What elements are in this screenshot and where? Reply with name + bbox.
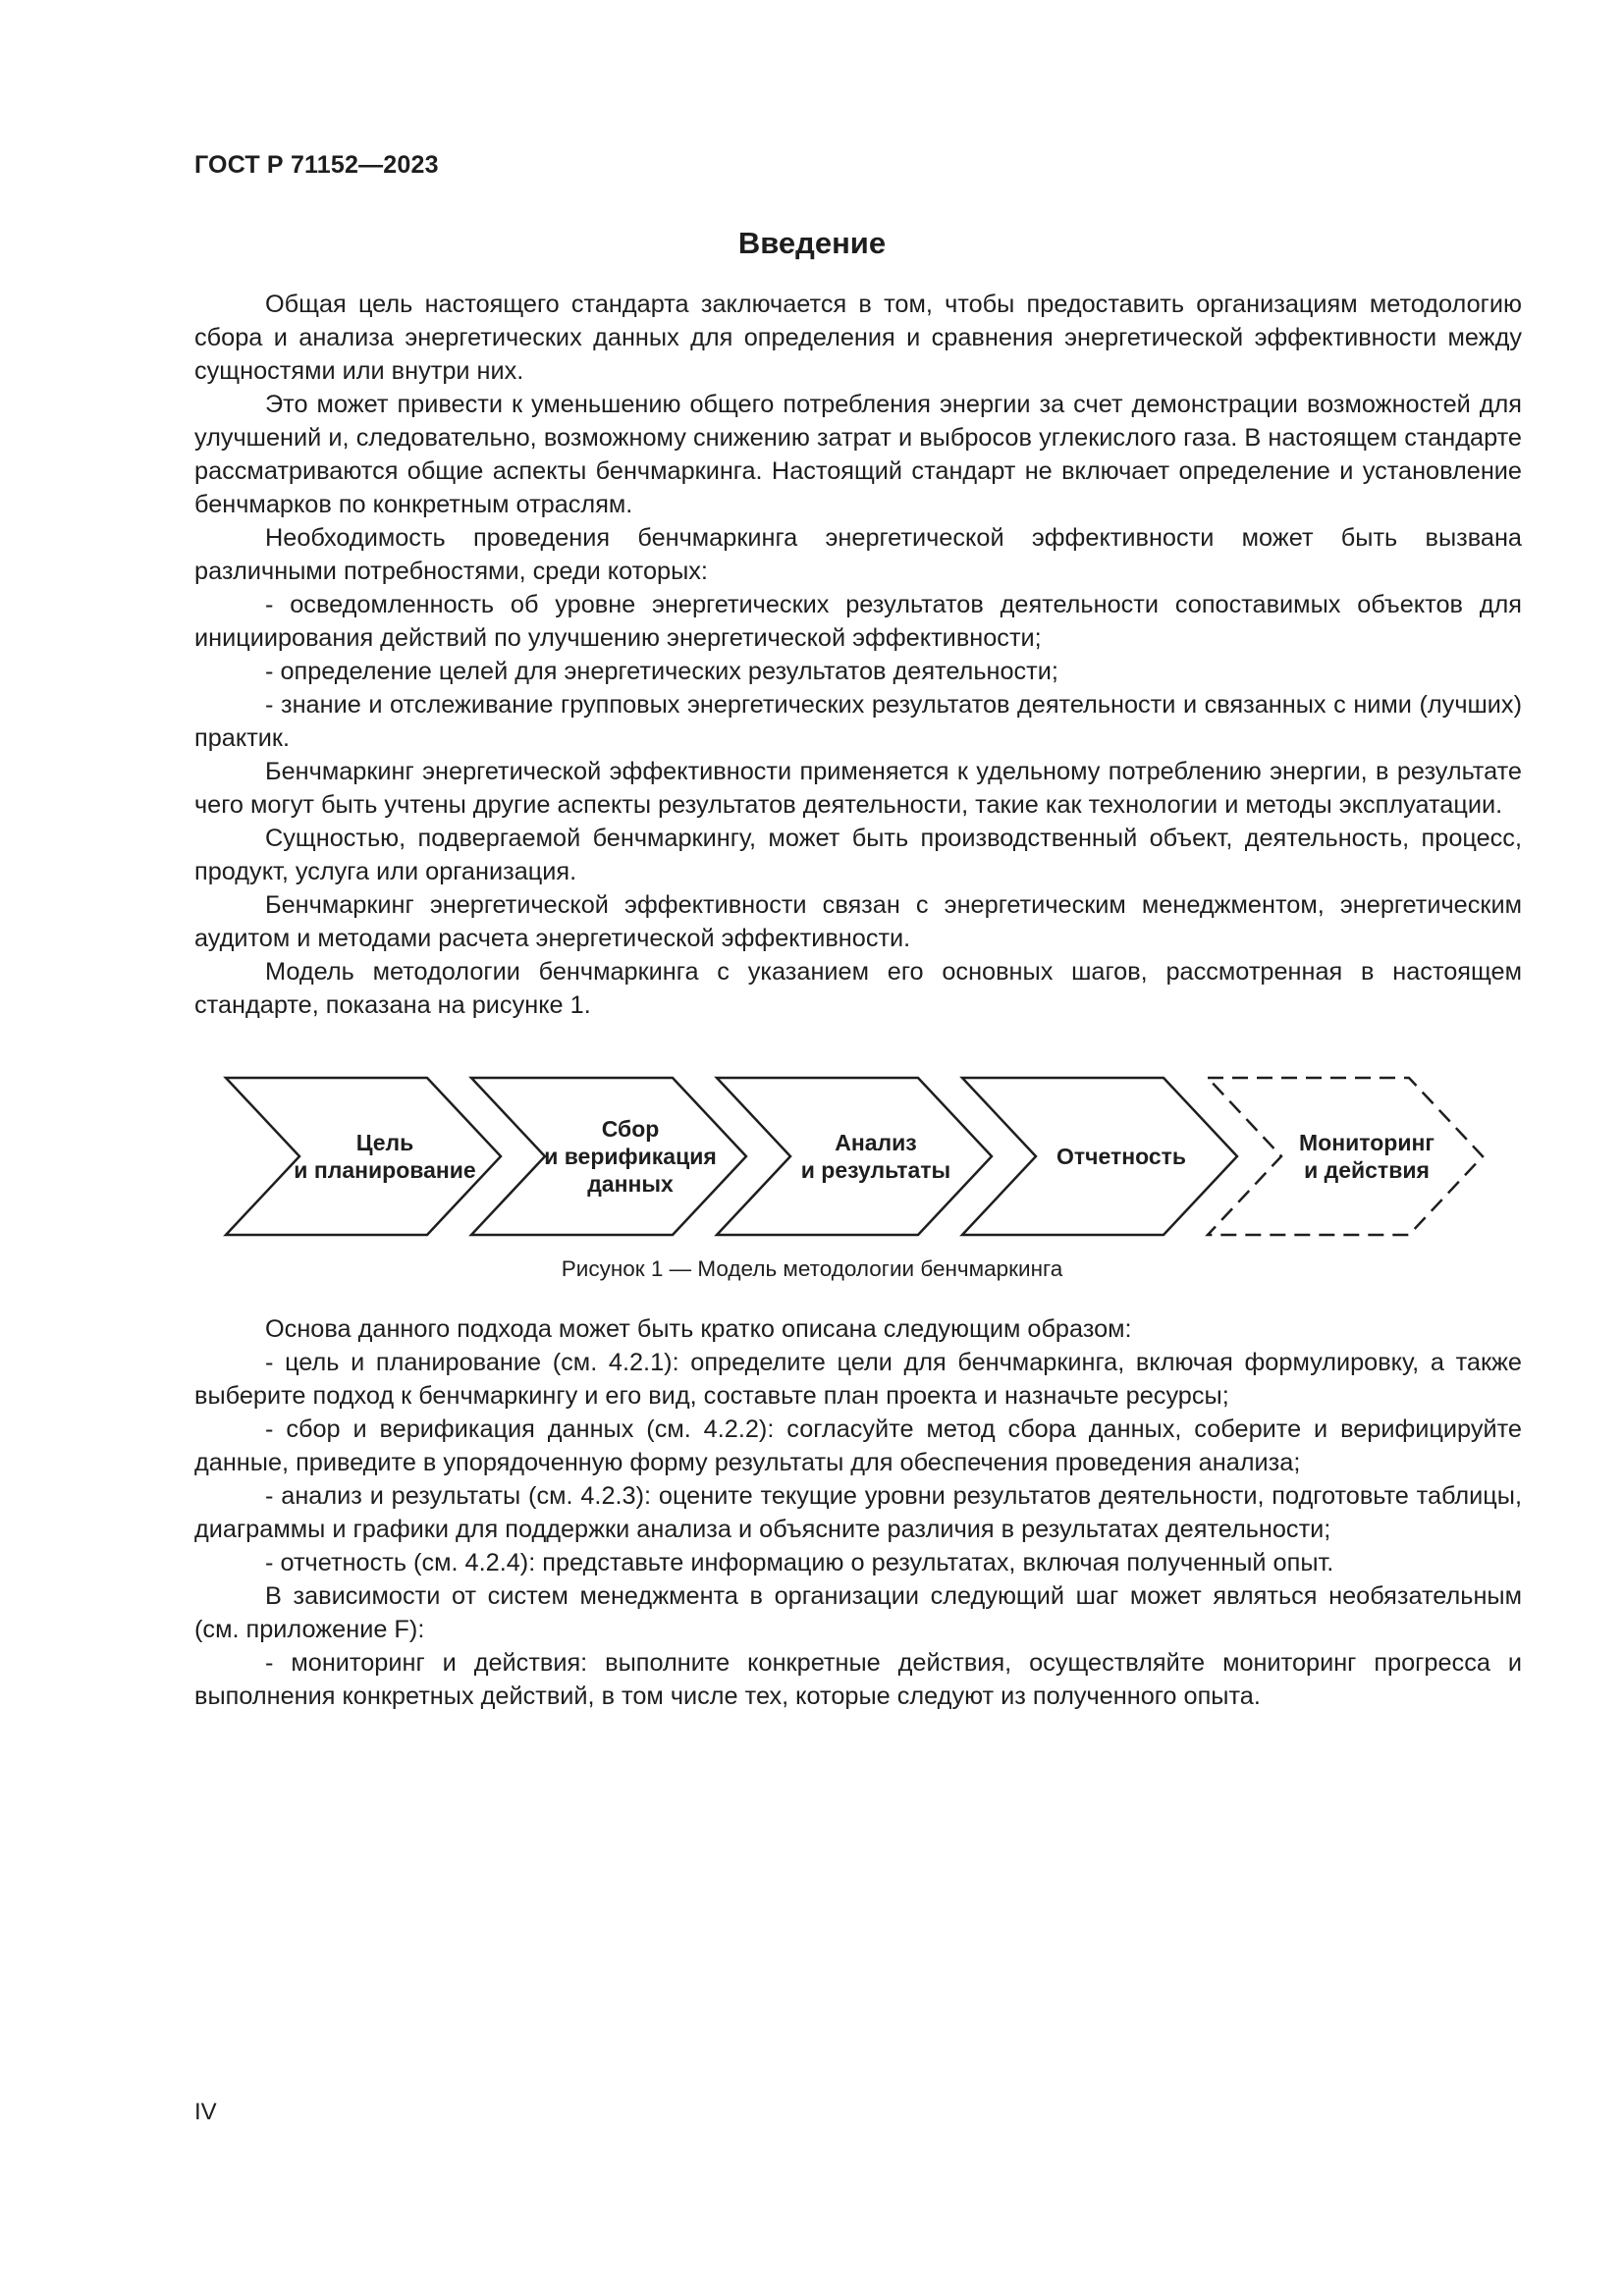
list-item: - мониторинг и действия: выполните конкретные действия, осуществляйте мониторинг прогресса и выполнения конкретных действий, в том числе тех, которые следуют из полученного опыта. — [194, 1649, 1522, 1710]
paragraph: Бенчмаркинг энергетической эффективности связан с энергетическим менеджментом, энергетическим аудитом и методами расчета энергетической эффективности. — [194, 891, 1522, 952]
paragraph: Модель методологии бенчмаркинга с указанием его основных шагов, рассмотренная в настоящем стандарте, показана на рисунке 1. — [194, 958, 1522, 1019]
methodology-diagram — [218, 1070, 1494, 1242]
list-item: - определение целей для энергетических результатов деятельности; — [265, 658, 1058, 685]
step-label — [1056, 1144, 1186, 1169]
step-label-line: Отчетность — [1056, 1144, 1187, 1169]
basis-text — [194, 1312, 1522, 1713]
step-label-line: и результаты — [800, 1157, 951, 1183]
step-label-line: Анализ — [835, 1130, 917, 1155]
paragraph: Общая цель настоящего стандарта заключается в том, чтобы предоставить организациям методологию сбора и анализа энергетических данных для определения и сравнения энергетической эффективности между сущностями или внутри них. — [194, 291, 1522, 385]
step-label-line: и верификация — [544, 1144, 717, 1169]
figure-caption: Рисунок 1 — Модель методологии бенчмаркинга — [561, 1256, 1063, 1281]
list-item: - отчетность (см. 4.2.4): представьте информацию о результатах, включая полученный опыт. — [265, 1549, 1334, 1576]
step-chevron — [226, 1078, 501, 1235]
step-label-line: Сбор — [601, 1116, 660, 1142]
list-item: - цель и планирование (см. 4.2.1): определите цели для бенчмаркинга, включая формулировку, а также выберите подход к бенчмаркингу и его вид, составьте план проекта и назначьте ресурсы; — [194, 1349, 1522, 1410]
paragraph: Основа данного подхода может быть кратко описана следующим образом: — [265, 1315, 1132, 1343]
step-chevron — [717, 1078, 992, 1235]
step-chevron — [1208, 1078, 1483, 1235]
section-title: Введение — [737, 226, 887, 260]
step-label-line: данных — [587, 1171, 674, 1197]
paragraph: Бенчмаркинг энергетической эффективности применяется к удельному потреблению энергии, в результате чего могут быть учтены другие аспекты результатов деятельности, такие как технологии и методы эксплуатации. — [194, 758, 1522, 819]
step-label-line: Мониторинг — [1299, 1130, 1435, 1155]
list-item: - анализ и результаты (см. 4.2.3): оцените текущие уровни результатов деятельности, подготовьте таблицы, диаграммы и графики для поддержки анализа и объясните различия в результатах деятельности; — [194, 1482, 1522, 1543]
step-label-line: и действия — [1304, 1157, 1430, 1183]
list-item: - осведомленность об уровне энергетических результатов деятельности сопоставимых объектов для инициирования действий по улучшению энергетической эффективности; — [194, 591, 1522, 652]
step-label-line: и планирование — [294, 1157, 476, 1183]
intro-text — [194, 288, 1522, 1022]
paragraph: Необходимость проведения бенчмаркинга энергетической эффективности может быть вызвана различными потребностями, среди которых: — [194, 524, 1522, 585]
paragraph: В зависимости от систем менеджмента в организации следующий шаг может являться необязательным (см. приложение F): — [194, 1582, 1522, 1643]
methodology-diagram-svg — [218, 1070, 1494, 1242]
paragraph: Сущностью, подвергаемой бенчмаркингу, может быть производственный объект, деятельность, процесс, продукт, услуга или организация. — [194, 825, 1522, 885]
list-item: - знание и отслеживание групповых энергетических результатов деятельности и связанных с ними (лучших) практик. — [194, 691, 1522, 752]
page-number: IV — [194, 2099, 217, 2125]
list-item: - сбор и верификация данных (см. 4.2.2): согласуйте метод сбора данных, соберите и верифицируйте данные, приведите в упорядоченную форму результаты для обеспечения проведения анализа; — [194, 1415, 1522, 1476]
step-label-line: Цель — [355, 1130, 414, 1155]
document-code: ГОСТ Р 71152—2023 — [194, 151, 439, 179]
paragraph: Это может привести к уменьшению общего потребления энергии за счет демонстрации возможностей для улучшений и, следовательно, возможному снижению затрат и выбросов углекислого газа. В настоящем стандарте рассматриваются общие аспекты бенчмаркинга. Настоящий стандарт не включает определение и установление бенчмарков по конкретным отраслям. — [194, 391, 1522, 518]
